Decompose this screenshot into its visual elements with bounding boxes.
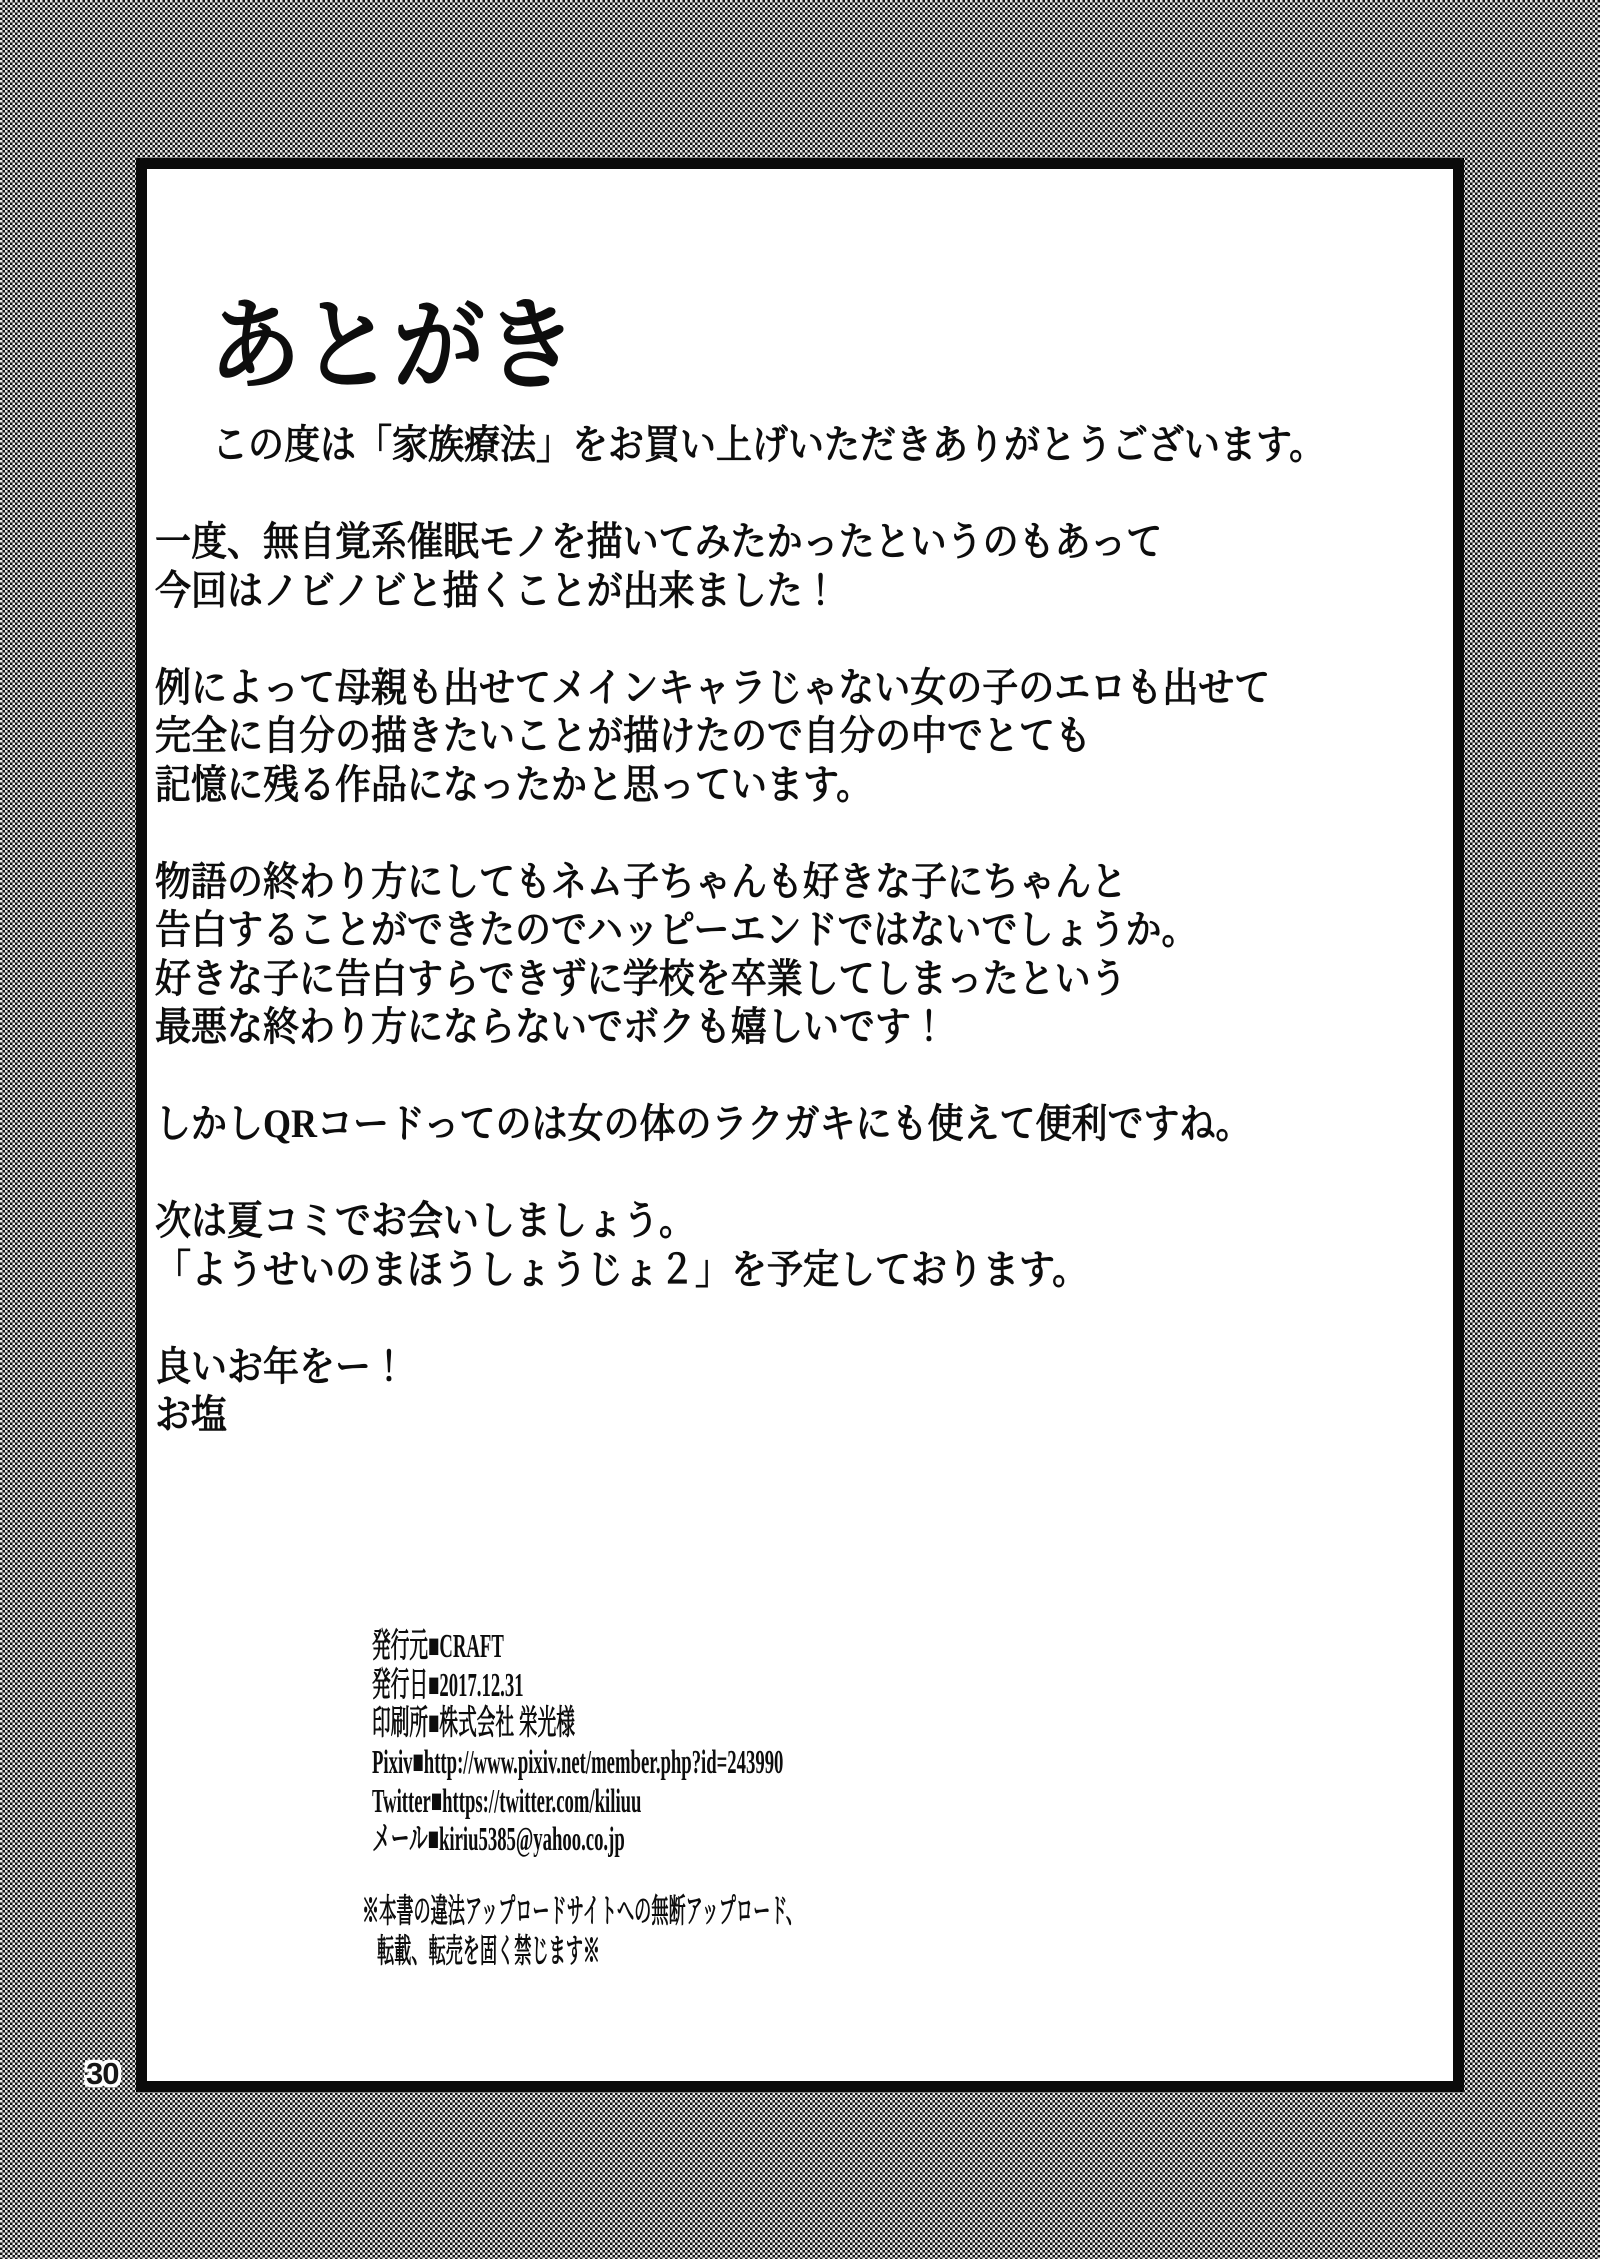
colophon-line-publisher: 発行元■CRAFT	[372, 1628, 504, 1665]
body-line: 告白することができたのでハッピーエンドではないでしょうか。	[155, 907, 1198, 952]
line-spacer	[155, 470, 1447, 519]
colophon	[372, 1628, 1120, 1860]
upload-warning	[362, 1892, 1210, 1972]
afterword-title: あとがき	[209, 291, 577, 402]
line-spacer	[155, 615, 1447, 664]
body-line: この度は「家族療法」をお買い上げいただきありがとうございます。	[212, 422, 1326, 467]
line-spacer	[155, 1294, 1447, 1343]
body-line: 物語の終わり方にしてもネム子ちゃんも好きな子にちゃんと	[155, 858, 1127, 904]
colophon-line-twitter: Twitter■https://twitter.com/kiliuu	[372, 1782, 642, 1820]
colophon-line-pixiv: Pixiv■http://www.pixiv.net/member.php?id=243990	[372, 1744, 784, 1782]
colophon-line-printer: 印刷所■株式会社 栄光様	[372, 1705, 575, 1743]
body-line: 完全に自分の描きたいことが描けたので自分の中でとても	[155, 713, 1091, 758]
body-line: 一度、無自覚系催眠モノを描いてみたかったというのもあって	[155, 519, 1163, 564]
page-number: 30	[86, 2056, 119, 2091]
body-line: しかしQRコードってのは女の体のラクガキにも使えて便利ですね。	[155, 1101, 1252, 1146]
colophon-line-email: メール■kiriu5385@yahoo.co.jp	[372, 1821, 625, 1859]
line-spacer	[155, 1149, 1447, 1198]
body-line: お塩	[155, 1392, 227, 1437]
body-line: 最悪な終わり方にならないでボクも嬉しいです！	[155, 1004, 947, 1049]
body-line: 「ようせいのまほうしょうじょ２」を予定しております。	[155, 1246, 1089, 1292]
warning-line: 転載、転売を固く禁じます※	[377, 1934, 601, 1970]
afterword-page	[136, 158, 1464, 2092]
warning-line: ※本書の違法アップロードサイトへの無断アップロード、	[362, 1894, 804, 1930]
afterword-body	[155, 421, 1447, 1440]
line-spacer	[155, 809, 1447, 858]
line-spacer	[155, 1052, 1447, 1101]
colophon-line-date: 発行日■2017.12.31	[372, 1666, 524, 1704]
body-line: 好きな子に告白すらできずに学校を卒業してしまったという	[155, 955, 1127, 1001]
body-line: 今回はノビノビと描くことが出来ました！	[155, 567, 839, 613]
body-line: 記憶に残る作品になったかと思っています。	[155, 761, 873, 807]
body-line: 良いお年をー！	[155, 1343, 407, 1389]
body-line: 次は夏コミでお会いしましょう。	[155, 1198, 695, 1243]
body-line: 例によって母親も出せてメインキャラじゃない女の子のエロも出せて	[155, 664, 1271, 710]
